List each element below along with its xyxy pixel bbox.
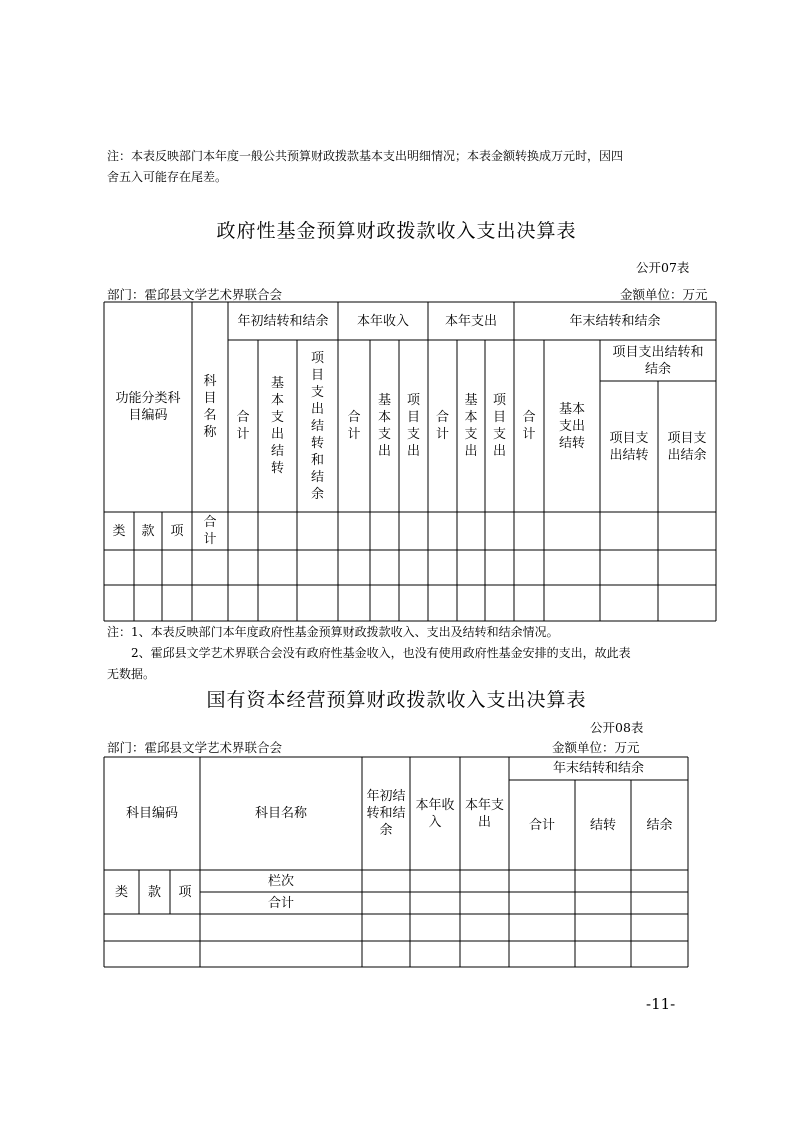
t08-kuan: 款 [147,884,161,900]
table08-code: 公开08表 [590,720,644,735]
t07-expense-project: 项目支出 [493,393,507,459]
t07-opening-total: 合计 [236,410,250,442]
t07-xiang: 项 [170,523,184,539]
t07-closing-proj-carry: 项目支出结转 [609,430,649,463]
t08-name-header: 科目名称 [254,806,307,821]
t07-kuan: 款 [141,523,155,539]
table08-unit: 金额单位：万元 [552,740,640,755]
table07-note3: 无数据。 [107,667,156,681]
t07-income-total: 合计 [347,410,361,442]
t08-closing-total: 合计 [528,817,555,833]
t07-lei: 类 [112,523,126,539]
t07-expense-total: 合计 [436,410,450,442]
t07-closing-header: 年末结转和结余 [569,313,661,329]
table07-unit: 金额单位：万元 [620,287,708,302]
table07-note2: 2、霍邱县文学艺术界联合会没有政府性基金收入，也没有使用政府性基金安排的支出，故此表 [131,646,631,660]
t07-closing-proj-surplus: 项目支出结余 [667,430,707,463]
top-note-line2: 舍五入可能存在尾差。 [107,170,228,184]
t08-closing-header: 年末结转和结余 [552,761,644,776]
t07-income-project: 项目支出 [407,393,421,459]
table08-dept: 部门：霍邱县文学艺术界联合会 [107,740,283,755]
t08-lanci: 栏次 [267,873,294,889]
t07-opening-basic-carry: 基本支出结转 [271,376,285,476]
t07-closing-project-carry: 项目支出结转和结余 [612,344,704,377]
t07-expense-header: 本年支出 [444,313,497,329]
t08-row-total: 合计 [267,895,294,911]
top-note-line1: 注：本表反映部门本年度一般公共预算财政拨款基本支出明细情况；本表金额转换成万元时，因四 [107,149,624,163]
table07-title: 政府性基金预算财政拨款收入支出决算表 [216,220,577,242]
t07-expense-basic: 基本支出 [464,393,478,459]
t07-income-basic: 基本支出 [378,393,392,459]
t07-opening-project-carry: 项目支出结转和结余 [311,350,325,502]
table07-code: 公开07表 [636,260,690,275]
table07-dept: 部门：霍邱县文学艺术界联合会 [107,287,283,302]
t08-xiang: 项 [178,884,192,900]
t07-row-total: 合计 [203,515,217,547]
t07-closing-total: 合计 [522,410,536,442]
t08-expense-header: 本年支出 [464,797,504,830]
t08-lei: 类 [114,884,128,900]
t08-opening-header: 年初结转和结余 [366,789,406,838]
table08-title: 国有资本经营预算财政拨款收入支出决算表 [206,689,587,711]
t08-closing-carry: 结转 [589,817,616,833]
t07-opening-header: 年初结转和结余 [237,313,329,329]
page-number: -11- [646,995,676,1013]
t08-income-header: 本年收入 [415,797,455,830]
table07-note1: 注：1、本表反映部门本年度政府性基金预算财政拨款收入、支出及结转和结余情况。 [107,625,559,639]
t07-closing-basic-carry: 基本支出结转 [558,401,585,451]
t07-func-code-header: 功能分类科目编码 [115,391,181,423]
t08-code-header: 科目编码 [125,806,178,821]
t07-subject-name-header: 科目名称 [203,374,217,440]
t07-income-header: 本年收入 [356,313,409,329]
t08-closing-surplus: 结余 [646,817,673,833]
